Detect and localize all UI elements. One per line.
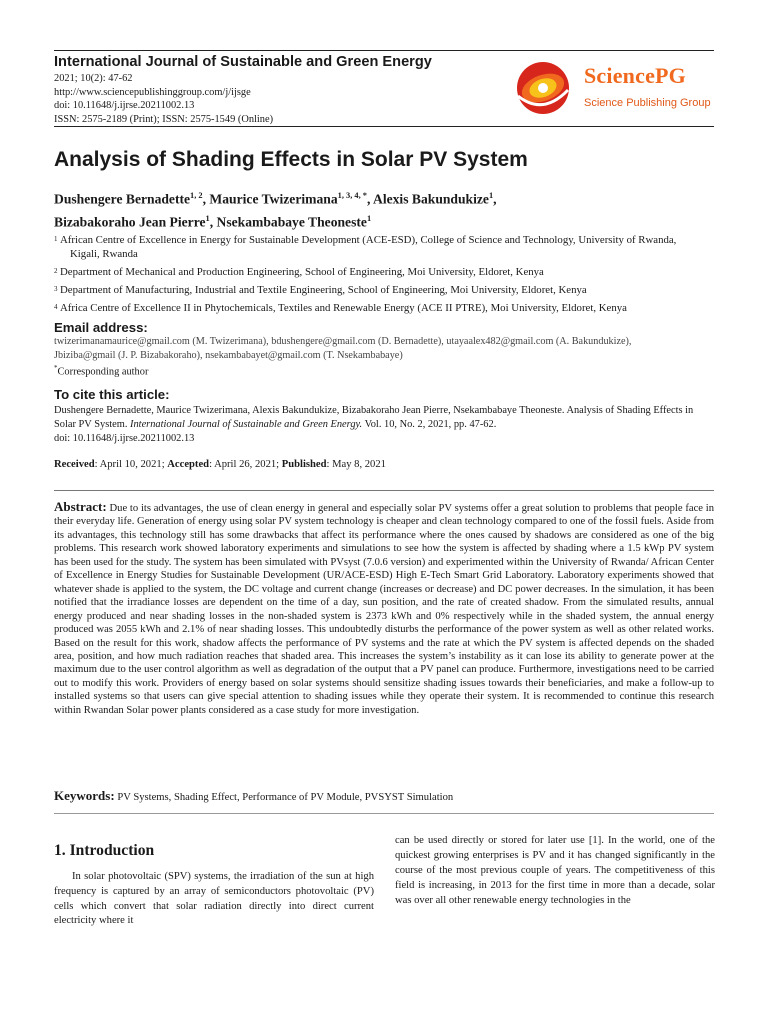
author-name: Maurice Twizerimana (209, 191, 338, 207)
author-separator: , (366, 191, 373, 207)
accepted-label: Accepted (167, 459, 210, 470)
abstract-text: Due to its advantages, the use of clean energy in general and especially solar PV systems offer a great solution to problems that people face in their everyday life. Generation of energy using solar PV system technology is cheaper and clean technology compared to one of the fossil fuels. Aside from its advantages, this technology still has some drawbacks that affect its performance where the ones caused by shadows are considered as one of the big problems. This research work showed laboratory experiments and simulations to see how the system is affected by shading where a 1.5 kWp PV system has been used for the study. The system has been simulated with PVsyst (7.0.6 version) and experimented within the University of Rwanda/ African Center of Excellence in Energy Studies for Sustainable Development (UR/ACE-ESD) High E-Tech Smart Grid Laboratory. Laboratory experiments showed that whatever shade is applied to the system, the DC voltage and current change (increases or decrease) and DC power decreases. In the simulation, it has been notified that the irradiance losses are dependent on the time of a day, sun position, and the rate of created shadow. From the simulated results, annual energy produced and near shading losses in the non-shaded system is 2373 kWh and 0% respectively while in the shaded system, the annual energy produced was 2055 kWh and 2.1% of near shading losses. This undoubtedly disturbs the performance of the power system as well as other related works. Based on the result for this work, shadow affects the performance of PV systems and the rate at which the PV system is affected depends on the shaded area, position, and how much radiation reaches that shaded area. This increases the system’s instability as it can lose its ability to generate power at the maximum due to the user control algorithm as well as degradation of the output that a PV panel can produce. Furthermore, investigations need to be carried out to modify this work. Providers of energy based on solar systems should sensitize shading issues towards their beneficiaries, and make a follow-up to installed systems so that users can give special attention to shading issues while they operate their system. It is recommended to continue this research within Rwandan Solar power plants considered as a case study for more investigation. (54, 503, 714, 716)
affiliation-item (54, 301, 714, 315)
keywords-text: PV Systems, Shading Effect, Performance of PV Module, PVSYST Simulation (117, 792, 454, 803)
accepted-date: : April 26, 2021; (209, 459, 282, 470)
author-list (54, 186, 694, 231)
author-separator: , (493, 191, 497, 207)
citation-text (54, 404, 716, 446)
keywords-label: Keywords: (54, 788, 115, 803)
cite-heading: To cite this article: (54, 387, 170, 402)
published-date: : May 8, 2021 (326, 459, 386, 470)
author-name: Alexis Bakundukize (373, 191, 489, 207)
logo-tagline: Science Publishing Group (584, 97, 711, 109)
affiliation-number: 1 (54, 235, 58, 243)
affiliation-text: Department of Mechanical and Production Engineering, School of Engineering, Moi University, Eldoret, Kenya (60, 266, 544, 278)
corresponding-mark: * (54, 364, 58, 372)
abstract-top-rule (54, 490, 714, 491)
journal-issn: ISSN: 2575-2189 (Print); ISSN: 2575-1549 (Online) (54, 113, 274, 125)
citation-authors-title: Dushengere Bernadette, Maurice Twizerimana, Alexis Bakundukize, Bizabakoraho Jean Pierre, Nsekambabaye Theoneste. Analysis of Shading Effects in Solar PV System. (54, 405, 694, 430)
journal-url[interactable]: http://www.sciencepublishinggroup.com/j/ijsge (54, 86, 251, 98)
header-top-rule (54, 50, 714, 51)
author-name: Dushengere Bernadette (54, 191, 191, 207)
email-line[interactable]: twizerimanamaurice@gmail.com (M. Twizerimana), bdushengere@gmail.com (D. Bernadette), utayaalex482@gmail.com (A. Bakundukize), (54, 336, 632, 347)
corresponding-text: Corresponding author (57, 366, 149, 378)
affiliation-item (54, 283, 714, 297)
article-dates (54, 459, 386, 470)
journal-meta (54, 72, 273, 126)
author-name: Nsekambabaye Theoneste (216, 214, 367, 230)
affiliation-text: Department of Manufacturing, Industrial and Textile Engineering, School of Engineering, Moi University, Eldoret, Kenya (60, 284, 587, 296)
affiliation-item (54, 233, 714, 261)
author-name: Bizabakoraho Jean Pierre (54, 214, 206, 230)
volume-line: 2021; 10(2): 47-62 (54, 73, 133, 84)
affiliation-number: 4 (54, 303, 58, 311)
author-affil-sup: 1, 3, 4, * (337, 191, 367, 200)
author-affil-sup: 1 (205, 213, 210, 223)
received-date: : April 10, 2021; (94, 459, 168, 470)
affiliation-list (54, 233, 714, 319)
citation-doi[interactable]: doi: 10.11648/j.ijrse.20211002.13 (54, 433, 195, 444)
email-line[interactable]: Jbiziba@gmail (J. P. Bizabakoraho), nsekambabayet@gmail.com (T. Nsekambabaye) (54, 350, 403, 361)
published-label: Published (281, 459, 327, 470)
affiliation-item (54, 265, 714, 279)
affiliation-text: African Centre of Excellence in Energy for Sustainable Development (ACE-ESD), College of Science and Technology, University of Rwanda, (60, 234, 677, 246)
keywords (54, 788, 714, 804)
affiliation-text-continued: Kigali, Rwanda (70, 248, 138, 260)
received-label: Received (54, 459, 95, 470)
sciencepg-logo-icon (514, 60, 572, 116)
sciencepg-logo (514, 60, 714, 116)
introduction-left-column: In solar photovoltaic (SPV) systems, the irradiation of the sun at high frequency is captured by an array of semiconductors photovoltaic (PV) cells which convert that solar radiation directly into direct current electricity where it (54, 871, 374, 927)
author-affil-sup: 1 (366, 213, 372, 223)
abstract-label: Abstract: (54, 499, 107, 514)
paper-title: Analysis of Shading Effects in Solar PV System (54, 148, 528, 171)
corresponding-note (54, 364, 148, 377)
journal-doi: doi: 10.11648/j.ijrse.20211002.13 (54, 100, 195, 112)
logo-name: SciencePG (584, 63, 686, 88)
header-bottom-rule (54, 126, 714, 127)
author-separator: , (209, 214, 217, 230)
introduction-heading: 1. Introduction (54, 842, 155, 859)
author-affil-sup: 1 (488, 191, 494, 200)
affiliation-text: Africa Centre of Excellence II in Phytochemicals, Textiles and Renewable Energy (ACE II PTRE), Moi University, Eldoret, Kenya (60, 302, 627, 314)
journal-title: International Journal of Sustainable and Green Energy (54, 54, 432, 70)
author-separator: , (202, 191, 210, 207)
email-heading: Email address: (54, 320, 148, 335)
citation-volume: Vol. 10, No. 2, 2021, pp. 47-62. (364, 419, 497, 430)
affiliation-number: 2 (54, 267, 58, 275)
citation-journal: International Journal of Sustainable and Green Energy. (130, 419, 363, 430)
introduction-right-column: can be used directly or stored for later use [1]. In the world, one of the quickest growing enterprises is PV and it has changed significantly in the course of the most previous couple of years. The competitiveness of this field is increasing, in 2013 for the first time in more than a decade, solar was over all other renewable energy technologies in the (395, 835, 715, 907)
abstract (54, 500, 714, 717)
email-addresses (54, 335, 716, 363)
author-affil-sup: 1, 2 (190, 191, 203, 200)
keywords-bottom-rule (54, 813, 714, 814)
affiliation-number: 3 (54, 285, 58, 293)
